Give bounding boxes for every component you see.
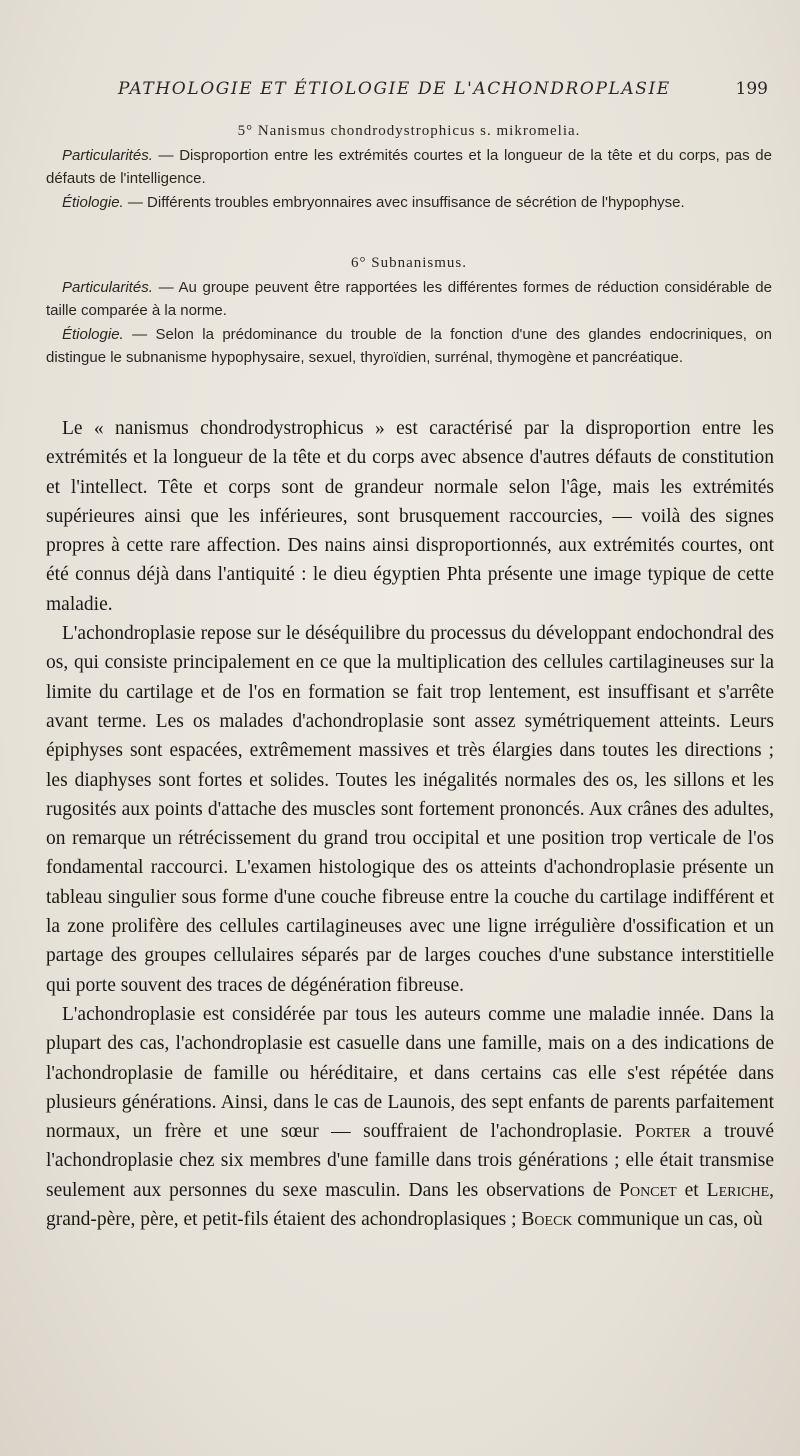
text-run: L'achondroplasie est considérée par tous les auteurs comme une maladie innée. Dans la plupart des cas, l'achondroplasie est casuelle dans une famille, mais on a des indications de l'achondroplasie de famille ou héréditaire, et dans certains cas elle s'est répétée dans plusieurs générations. Ainsi, dans le cas de Launois, des sept enfants de parents parfaitement normaux, un frère et une sœur — souffraient de l'achondroplasie.	[46, 1003, 774, 1143]
running-title: PATHOLOGIE ET ÉTIOLOGIE DE L'ACHONDROPLASIE	[118, 79, 671, 99]
page-number: 199	[735, 79, 768, 99]
text-run: communique un cas, où	[572, 1209, 763, 1231]
main-text	[46, 414, 774, 1234]
section-subnanismus	[46, 252, 772, 370]
author-name: Poncet	[619, 1179, 677, 1201]
body-paragraph	[46, 1000, 774, 1234]
text-run: a trouvé l'achondroplasie chez six membres d'une famille dans trois générations ; elle était transmise seulement aux personnes du sexe masculin. Dans les observations de	[46, 1121, 774, 1201]
body-paragraph: L'achondroplasie repose sur le déséquilibre du processus du développant endochondral des os, qui consiste principalement en ce que la multiplication des cellules cartilagineuses sur la limite du cartilage et de l'os en formation se fait trop lentement, est insuffisant et s'arrête avant terme. Les os malades d'achondroplasie sont assez symétriquement atteints. Leurs épiphyses sont espacées, extrêmement massives et très élargies dans toutes les directions ; les diaphyses sont fortes et solides. Toutes les inégalités normales des os, les sillons et les rugosités aux points d'attache des muscles sont fortement prononcés. Aux crânes des adultes, on remarque un rétrécissement du grand trou occipital et une position trop verticale de l'os fondamental raccourci. L'examen histologique des os atteints d'achondroplasie présente un tableau singulier sous forme d'une couche fibreuse entre la couche du cartilage indifférent et la zone prolifère des cellules cartilagineuses avec une ligne irrégulière d'ossification et un partage des groupes cellulaires séparés par de larges couches d'une substance interstitielle qui porte souvent des traces de dégénération fibreuse.	[46, 623, 774, 996]
term-label: Étiologie.	[62, 325, 124, 343]
paragraph-text: — Disproportion entre les extrémités courtes et la longueur de la tête et du corps, pas de défauts de l'intelligence.	[46, 146, 772, 187]
section-heading: 5° Nanismus chondrodystrophicus s. mikromelia.	[237, 123, 581, 139]
term-label: Étiologie.	[62, 193, 124, 211]
term-label: Particularités.	[62, 278, 153, 296]
etiologie-paragraph	[46, 191, 772, 215]
paragraph-text: — Différents troubles embryonnaires avec insuffisance de sécrétion de l'hypophyse.	[123, 193, 685, 211]
author-name: Boeck	[521, 1209, 573, 1231]
author-name: Porter	[634, 1121, 691, 1143]
paragraph-text: — Au groupe peuvent être rapportées les différentes formes de réduction considérable de taille comparée à la norme.	[46, 278, 772, 319]
section-nanismus-chondrodystrophicus	[46, 120, 772, 214]
paragraph-text: — Selon la prédominance du trouble de la fonction d'une des glandes endocriniques, on distingue le subnanisme hypophysaire, sexuel, thyroïdien, surrénal, thymogène et pancréatique.	[46, 325, 772, 366]
text-run: , grand-père, père, et petit-fils étaient des achondroplasiques ;	[46, 1179, 774, 1231]
text-run: et	[676, 1179, 707, 1201]
section-heading: 6° Subnanismus.	[350, 255, 467, 271]
term-label: Particularités.	[62, 146, 153, 164]
running-header	[118, 79, 768, 103]
particularites-paragraph	[46, 144, 772, 191]
body-paragraph: Le « nanismus chondrodystrophicus » est caractérisé par la disproportion entre les extrémités et la longueur de la tête et du corps avec absence d'autres défauts de constitution et l'intellect. Tête et corps sont de grandeur normale selon l'âge, mais les extrémités supérieures ainsi que les inférieures, sont brusquement raccourcies, — voilà des signes propres à cette rare affection. Des nains ainsi disproportionnés, aux extrémités courtes, ont été connus déjà dans l'antiquité : le dieu égyptien Phta présente une image typique de cette maladie.	[46, 418, 774, 615]
etiologie-paragraph	[46, 323, 772, 370]
particularites-paragraph	[46, 276, 772, 323]
author-name: Leriche	[706, 1179, 770, 1201]
